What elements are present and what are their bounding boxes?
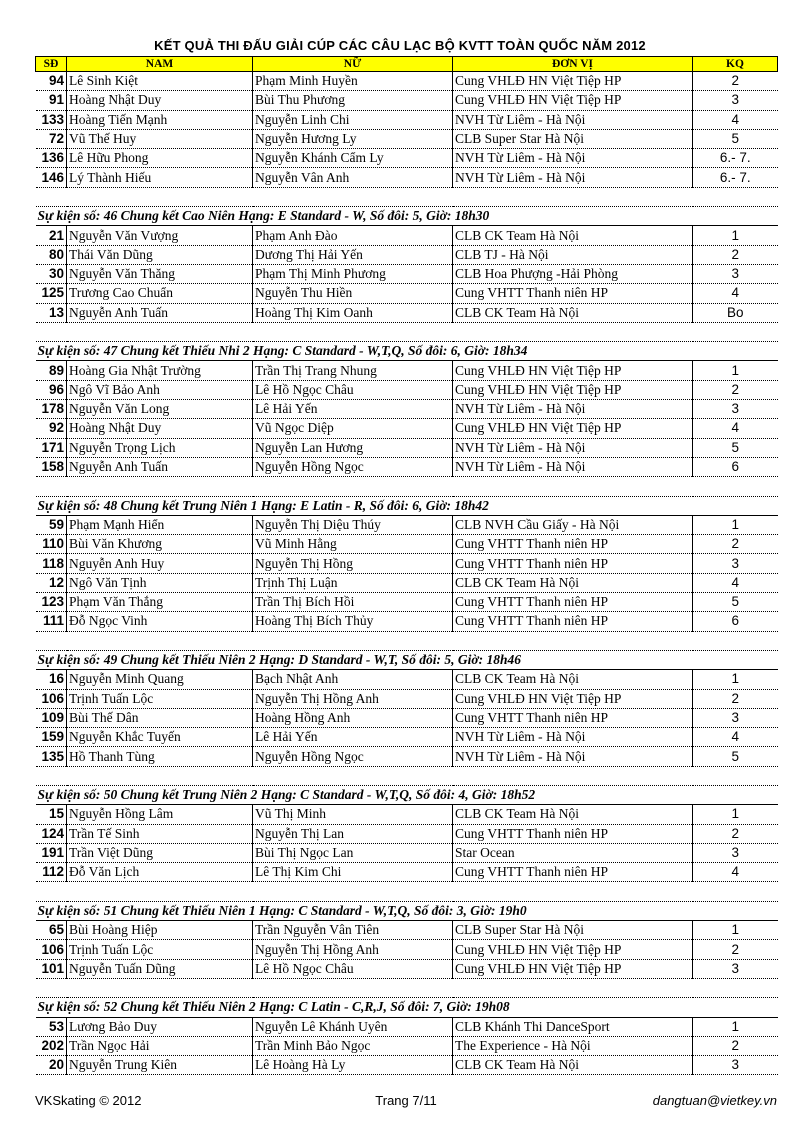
male-dancer: Trần Ngọc Hải <box>67 1036 253 1055</box>
table-header-row <box>36 57 778 72</box>
club: CLB Khánh Thi DanceSport <box>453 1017 693 1036</box>
spacer-row <box>36 187 778 206</box>
start-number: 53 <box>36 1017 67 1036</box>
club: Cung VHTT Thanh niên HP <box>453 284 693 303</box>
start-number: 109 <box>36 708 67 727</box>
female-dancer: Hoàng Hồng Anh <box>253 708 453 727</box>
table-row <box>36 419 778 438</box>
page-title: KẾT QUẢ THI ĐẤU GIẢI CÚP CÁC CÂU LẠC BỘ KVTT TOÀN QUỐC NĂM 2012 <box>154 38 646 53</box>
table-row <box>36 380 778 399</box>
female-dancer: Trịnh Thị Luận <box>253 573 453 592</box>
female-dancer: Vũ Thị Minh <box>253 805 453 824</box>
male-dancer: Trần Việt Dũng <box>67 843 253 862</box>
start-number: 158 <box>36 457 67 476</box>
event-heading: Sự kiện số: 50 Chung kết Trung Niên 2 Hạng: C Standard - W,T,Q, Số đôi: 4, Giờ: 18h52 <box>36 785 778 804</box>
table-row <box>36 689 778 708</box>
start-number: 21 <box>36 226 67 245</box>
club: Cung VHTT Thanh niên HP <box>453 612 693 631</box>
start-number: 118 <box>36 554 67 573</box>
female-dancer: Hoàng Thị Kim Oanh <box>253 303 453 322</box>
event-heading-row <box>36 496 778 515</box>
club: CLB Super Star Hà Nội <box>453 921 693 940</box>
male-dancer: Hoàng Tiến Mạnh <box>67 110 253 129</box>
female-dancer: Nguyễn Lan Hương <box>253 438 453 457</box>
results-body <box>36 72 778 1075</box>
header-sd: SĐ <box>36 57 67 72</box>
female-dancer: Lê Hải Yến <box>253 400 453 419</box>
footer-page-number: Trang 7/11 <box>375 1093 437 1108</box>
start-number: 80 <box>36 245 67 264</box>
start-number: 171 <box>36 438 67 457</box>
event-heading-row <box>36 650 778 669</box>
female-dancer: Nguyễn Vân Anh <box>253 168 453 187</box>
club: Cung VHLĐ HN Việt Tiệp HP <box>453 361 693 380</box>
female-dancer: Phạm Thị Minh Phương <box>253 264 453 283</box>
event-heading: Sự kiện số: 52 Chung kết Thiếu Niên 2 Hạng: C Latin - C,R,J, Số đôi: 7, Giờ: 19h08 <box>36 998 778 1017</box>
club: NVH Từ Liêm - Hà Nội <box>453 149 693 168</box>
club: Cung VHTT Thanh niên HP <box>453 708 693 727</box>
start-number: 135 <box>36 747 67 766</box>
male-dancer: Lê Hữu Phong <box>67 149 253 168</box>
start-number: 12 <box>36 573 67 592</box>
result: 4 <box>693 728 778 747</box>
spacer <box>36 882 778 901</box>
result: 3 <box>693 959 778 978</box>
start-number: 96 <box>36 380 67 399</box>
start-number: 106 <box>36 940 67 959</box>
start-number: 94 <box>36 72 67 91</box>
male-dancer: Trịnh Tuấn Lộc <box>67 689 253 708</box>
header-nu: NỮ <box>253 57 453 72</box>
spacer <box>36 322 778 341</box>
female-dancer: Nguyễn Thị Hồng Anh <box>253 689 453 708</box>
start-number: 92 <box>36 419 67 438</box>
start-number: 111 <box>36 612 67 631</box>
start-number: 133 <box>36 110 67 129</box>
start-number: 112 <box>36 863 67 882</box>
table-row <box>36 805 778 824</box>
club: CLB CK Team Hà Nội <box>453 1056 693 1075</box>
club: Cung VHLĐ HN Việt Tiệp HP <box>453 72 693 91</box>
club: Cung VHLĐ HN Việt Tiệp HP <box>453 689 693 708</box>
result: 4 <box>693 110 778 129</box>
spacer-row <box>36 978 778 997</box>
event-heading: Sự kiện số: 47 Chung kết Thiếu Nhi 2 Hạng: C Standard - W,T,Q, Số đôi: 6, Giờ: 18h34 <box>36 342 778 361</box>
club: Cung VHLĐ HN Việt Tiệp HP <box>453 91 693 110</box>
result: 4 <box>693 284 778 303</box>
club: Cung VHLĐ HN Việt Tiệp HP <box>453 959 693 978</box>
start-number: 159 <box>36 728 67 747</box>
spacer-row <box>36 882 778 901</box>
male-dancer: Nguyễn Văn Long <box>67 400 253 419</box>
male-dancer: Ngô Văn Tịnh <box>67 573 253 592</box>
table-row <box>36 670 778 689</box>
result: 1 <box>693 805 778 824</box>
result: 2 <box>693 940 778 959</box>
male-dancer: Ngô Vĩ Bảo Anh <box>67 380 253 399</box>
result: 3 <box>693 1056 778 1075</box>
table-row <box>36 921 778 940</box>
result: 1 <box>693 226 778 245</box>
female-dancer: Nguyễn Thị Hồng Anh <box>253 940 453 959</box>
start-number: 59 <box>36 515 67 534</box>
spacer <box>36 187 778 206</box>
event-heading-row <box>36 342 778 361</box>
start-number: 20 <box>36 1056 67 1075</box>
result: 1 <box>693 670 778 689</box>
result: 3 <box>693 843 778 862</box>
result: 6.- 7. <box>693 149 778 168</box>
result: 2 <box>693 824 778 843</box>
club: CLB CK Team Hà Nội <box>453 670 693 689</box>
table-row <box>36 728 778 747</box>
table-row <box>36 245 778 264</box>
table-row <box>36 361 778 380</box>
club: NVH Từ Liêm - Hà Nội <box>453 438 693 457</box>
result: 3 <box>693 708 778 727</box>
male-dancer: Bùi Thế Dân <box>67 708 253 727</box>
female-dancer: Bùi Thị Ngọc Lan <box>253 843 453 862</box>
table-row <box>36 72 778 91</box>
male-dancer: Hoàng Nhật Duy <box>67 419 253 438</box>
result: 5 <box>693 593 778 612</box>
event-heading: Sự kiện số: 51 Chung kết Thiếu Niên 1 Hạng: C Standard - W,T,Q, Số đôi: 3, Giờ: 19h0 <box>36 901 778 920</box>
female-dancer: Trần Minh Bảo Ngọc <box>253 1036 453 1055</box>
table-row <box>36 457 778 476</box>
table-row <box>36 554 778 573</box>
result: 1 <box>693 921 778 940</box>
female-dancer: Bạch Nhật Anh <box>253 670 453 689</box>
club: Star Ocean <box>453 843 693 862</box>
male-dancer: Nguyễn Khắc Tuyến <box>67 728 253 747</box>
table-row <box>36 843 778 862</box>
male-dancer: Nguyễn Tuấn Dũng <box>67 959 253 978</box>
table-row <box>36 573 778 592</box>
female-dancer: Phạm Minh Huyền <box>253 72 453 91</box>
female-dancer: Nguyễn Hương Ly <box>253 129 453 148</box>
club: NVH Từ Liêm - Hà Nội <box>453 728 693 747</box>
club: CLB Hoa Phượng -Hải Phòng <box>453 264 693 283</box>
result: 3 <box>693 91 778 110</box>
result: 2 <box>693 72 778 91</box>
result: 5 <box>693 438 778 457</box>
club: Cung VHTT Thanh niên HP <box>453 554 693 573</box>
male-dancer: Nguyễn Anh Tuấn <box>67 303 253 322</box>
event-heading-row <box>36 998 778 1017</box>
result: 6 <box>693 457 778 476</box>
results-table <box>35 56 778 1075</box>
female-dancer: Bùi Thu Phương <box>253 91 453 110</box>
result: 5 <box>693 129 778 148</box>
footer-email: dangtuan@vietkey.vn <box>652 1093 777 1108</box>
male-dancer: Trịnh Tuấn Lộc <box>67 940 253 959</box>
table-row <box>36 708 778 727</box>
male-dancer: Nguyễn Anh Tuấn <box>67 457 253 476</box>
header-kq: KQ <box>693 57 778 72</box>
female-dancer: Nguyễn Lê Khánh Uyên <box>253 1017 453 1036</box>
male-dancer: Lương Bảo Duy <box>67 1017 253 1036</box>
male-dancer: Bùi Hoàng Hiệp <box>67 921 253 940</box>
table-row <box>36 1036 778 1055</box>
start-number: 125 <box>36 284 67 303</box>
female-dancer: Trần Thị Bích Hồi <box>253 593 453 612</box>
start-number: 178 <box>36 400 67 419</box>
male-dancer: Lê Sinh Kiệt <box>67 72 253 91</box>
result: 3 <box>693 264 778 283</box>
table-row <box>36 1056 778 1075</box>
club: CLB CK Team Hà Nội <box>453 805 693 824</box>
club: NVH Từ Liêm - Hà Nội <box>453 747 693 766</box>
page-footer <box>35 1093 777 1111</box>
spacer <box>36 978 778 997</box>
female-dancer: Dương Thị Hải Yến <box>253 245 453 264</box>
result: 3 <box>693 554 778 573</box>
start-number: 13 <box>36 303 67 322</box>
start-number: 101 <box>36 959 67 978</box>
spacer-row <box>36 631 778 650</box>
club: Cung VHTT Thanh niên HP <box>453 535 693 554</box>
event-heading-row <box>36 785 778 804</box>
female-dancer: Trần Thị Trang Nhung <box>253 361 453 380</box>
start-number: 72 <box>36 129 67 148</box>
female-dancer: Lê Thị Kim Chi <box>253 863 453 882</box>
club: CLB CK Team Hà Nội <box>453 226 693 245</box>
start-number: 91 <box>36 91 67 110</box>
male-dancer: Hoàng Nhật Duy <box>67 91 253 110</box>
result: 4 <box>693 419 778 438</box>
result: 2 <box>693 535 778 554</box>
male-dancer: Phạm Văn Thắng <box>67 593 253 612</box>
event-heading-row <box>36 207 778 226</box>
start-number: 110 <box>36 535 67 554</box>
result: 5 <box>693 747 778 766</box>
male-dancer: Lý Thành Hiếu <box>67 168 253 187</box>
male-dancer: Bùi Văn Khương <box>67 535 253 554</box>
table-row <box>36 959 778 978</box>
table-row <box>36 91 778 110</box>
female-dancer: Nguyễn Khánh Cẩm Ly <box>253 149 453 168</box>
table-row <box>36 400 778 419</box>
club: NVH Từ Liêm - Hà Nội <box>453 168 693 187</box>
table-row <box>36 515 778 534</box>
female-dancer: Vũ Ngọc Diệp <box>253 419 453 438</box>
male-dancer: Trần Tế Sinh <box>67 824 253 843</box>
male-dancer: Nguyễn Hồng Lâm <box>67 805 253 824</box>
female-dancer: Lê Hải Yến <box>253 728 453 747</box>
spacer <box>36 631 778 650</box>
female-dancer: Nguyễn Thị Diệu Thúy <box>253 515 453 534</box>
footer-copyright: VKSkating © 2012 <box>35 1093 142 1108</box>
male-dancer: Trương Cao Chuẩn <box>67 284 253 303</box>
start-number: 136 <box>36 149 67 168</box>
table-row <box>36 1017 778 1036</box>
start-number: 89 <box>36 361 67 380</box>
spacer-row <box>36 766 778 785</box>
table-row <box>36 747 778 766</box>
female-dancer: Nguyễn Thị Lan <box>253 824 453 843</box>
table-row <box>36 438 778 457</box>
male-dancer: Phạm Mạnh Hiển <box>67 515 253 534</box>
spacer-row <box>36 322 778 341</box>
start-number: 123 <box>36 593 67 612</box>
club: CLB CK Team Hà Nội <box>453 573 693 592</box>
female-dancer: Nguyễn Thị Hồng <box>253 554 453 573</box>
male-dancer: Hoàng Gia Nhật Trường <box>67 361 253 380</box>
event-heading-row <box>36 901 778 920</box>
result: 1 <box>693 515 778 534</box>
club: NVH Từ Liêm - Hà Nội <box>453 457 693 476</box>
result: 1 <box>693 361 778 380</box>
start-number: 65 <box>36 921 67 940</box>
result: 2 <box>693 380 778 399</box>
header-nam: NAM <box>67 57 253 72</box>
event-heading: Sự kiện số: 46 Chung kết Cao Niên Hạng: E Standard - W, Số đôi: 5, Giờ: 18h30 <box>36 207 778 226</box>
male-dancer: Đỗ Ngọc Vinh <box>67 612 253 631</box>
female-dancer: Hoàng Thị Bích Thủy <box>253 612 453 631</box>
male-dancer: Nguyễn Văn Vượng <box>67 226 253 245</box>
female-dancer: Nguyễn Thu Hiền <box>253 284 453 303</box>
club: Cung VHLĐ HN Việt Tiệp HP <box>453 940 693 959</box>
club: The Experience - Hà Nội <box>453 1036 693 1055</box>
table-row <box>36 149 778 168</box>
club: NVH Từ Liêm - Hà Nội <box>453 110 693 129</box>
start-number: 106 <box>36 689 67 708</box>
result: 2 <box>693 245 778 264</box>
male-dancer: Hồ Thanh Tùng <box>67 747 253 766</box>
male-dancer: Nguyễn Văn Thăng <box>67 264 253 283</box>
male-dancer: Thái Văn Dũng <box>67 245 253 264</box>
male-dancer: Nguyễn Anh Huy <box>67 554 253 573</box>
table-row <box>36 593 778 612</box>
female-dancer: Lê Hồ Ngọc Châu <box>253 380 453 399</box>
club: Cung VHTT Thanh niên HP <box>453 824 693 843</box>
start-number: 124 <box>36 824 67 843</box>
table-row <box>36 284 778 303</box>
table-row <box>36 168 778 187</box>
female-dancer: Vũ Minh Hằng <box>253 535 453 554</box>
start-number: 30 <box>36 264 67 283</box>
club: NVH Từ Liêm - Hà Nội <box>453 400 693 419</box>
female-dancer: Nguyễn Hồng Ngọc <box>253 457 453 476</box>
result: 6.- 7. <box>693 168 778 187</box>
club: CLB Super Star Hà Nội <box>453 129 693 148</box>
result: 6 <box>693 612 778 631</box>
spacer <box>36 766 778 785</box>
male-dancer: Vũ Thế Huy <box>67 129 253 148</box>
club: Cung VHTT Thanh niên HP <box>453 593 693 612</box>
table-row <box>36 110 778 129</box>
table-row <box>36 226 778 245</box>
club: CLB NVH Cầu Giấy - Hà Nội <box>453 515 693 534</box>
event-heading: Sự kiện số: 48 Chung kết Trung Niên 1 Hạng: E Latin - R, Số đôi: 6, Giờ: 18h42 <box>36 496 778 515</box>
male-dancer: Nguyễn Trọng Lịch <box>67 438 253 457</box>
start-number: 16 <box>36 670 67 689</box>
male-dancer: Nguyễn Minh Quang <box>67 670 253 689</box>
male-dancer: Đỗ Văn Lịch <box>67 863 253 882</box>
male-dancer: Nguyễn Trung Kiên <box>67 1056 253 1075</box>
female-dancer: Lê Hồ Ngọc Châu <box>253 959 453 978</box>
start-number: 191 <box>36 843 67 862</box>
table-row <box>36 612 778 631</box>
spacer-row <box>36 477 778 496</box>
club: Cung VHTT Thanh niên HP <box>453 863 693 882</box>
table-row <box>36 940 778 959</box>
female-dancer: Lê Hoàng Hà Ly <box>253 1056 453 1075</box>
result: 2 <box>693 689 778 708</box>
club: Cung VHLĐ HN Việt Tiệp HP <box>453 380 693 399</box>
female-dancer: Nguyễn Linh Chi <box>253 110 453 129</box>
result: 2 <box>693 1036 778 1055</box>
club: CLB CK Team Hà Nội <box>453 303 693 322</box>
start-number: 202 <box>36 1036 67 1055</box>
table-row <box>36 863 778 882</box>
table-row <box>36 824 778 843</box>
club: CLB TJ - Hà Nội <box>453 245 693 264</box>
female-dancer: Nguyễn Hồng Ngọc <box>253 747 453 766</box>
result: 4 <box>693 573 778 592</box>
club: Cung VHLĐ HN Việt Tiệp HP <box>453 419 693 438</box>
result: 1 <box>693 1017 778 1036</box>
result: Bo <box>693 303 778 322</box>
table-row <box>36 303 778 322</box>
start-number: 15 <box>36 805 67 824</box>
event-heading: Sự kiện số: 49 Chung kết Thiếu Niên 2 Hạng: D Standard - W,T, Số đôi: 5, Giờ: 18h46 <box>36 650 778 669</box>
table-row <box>36 535 778 554</box>
table-row <box>36 264 778 283</box>
result: 4 <box>693 863 778 882</box>
spacer <box>36 477 778 496</box>
female-dancer: Trần Nguyễn Vân Tiên <box>253 921 453 940</box>
result: 3 <box>693 400 778 419</box>
table-row <box>36 129 778 148</box>
header-don-vi: ĐƠN VỊ <box>453 57 693 72</box>
start-number: 146 <box>36 168 67 187</box>
female-dancer: Phạm Anh Đào <box>253 226 453 245</box>
